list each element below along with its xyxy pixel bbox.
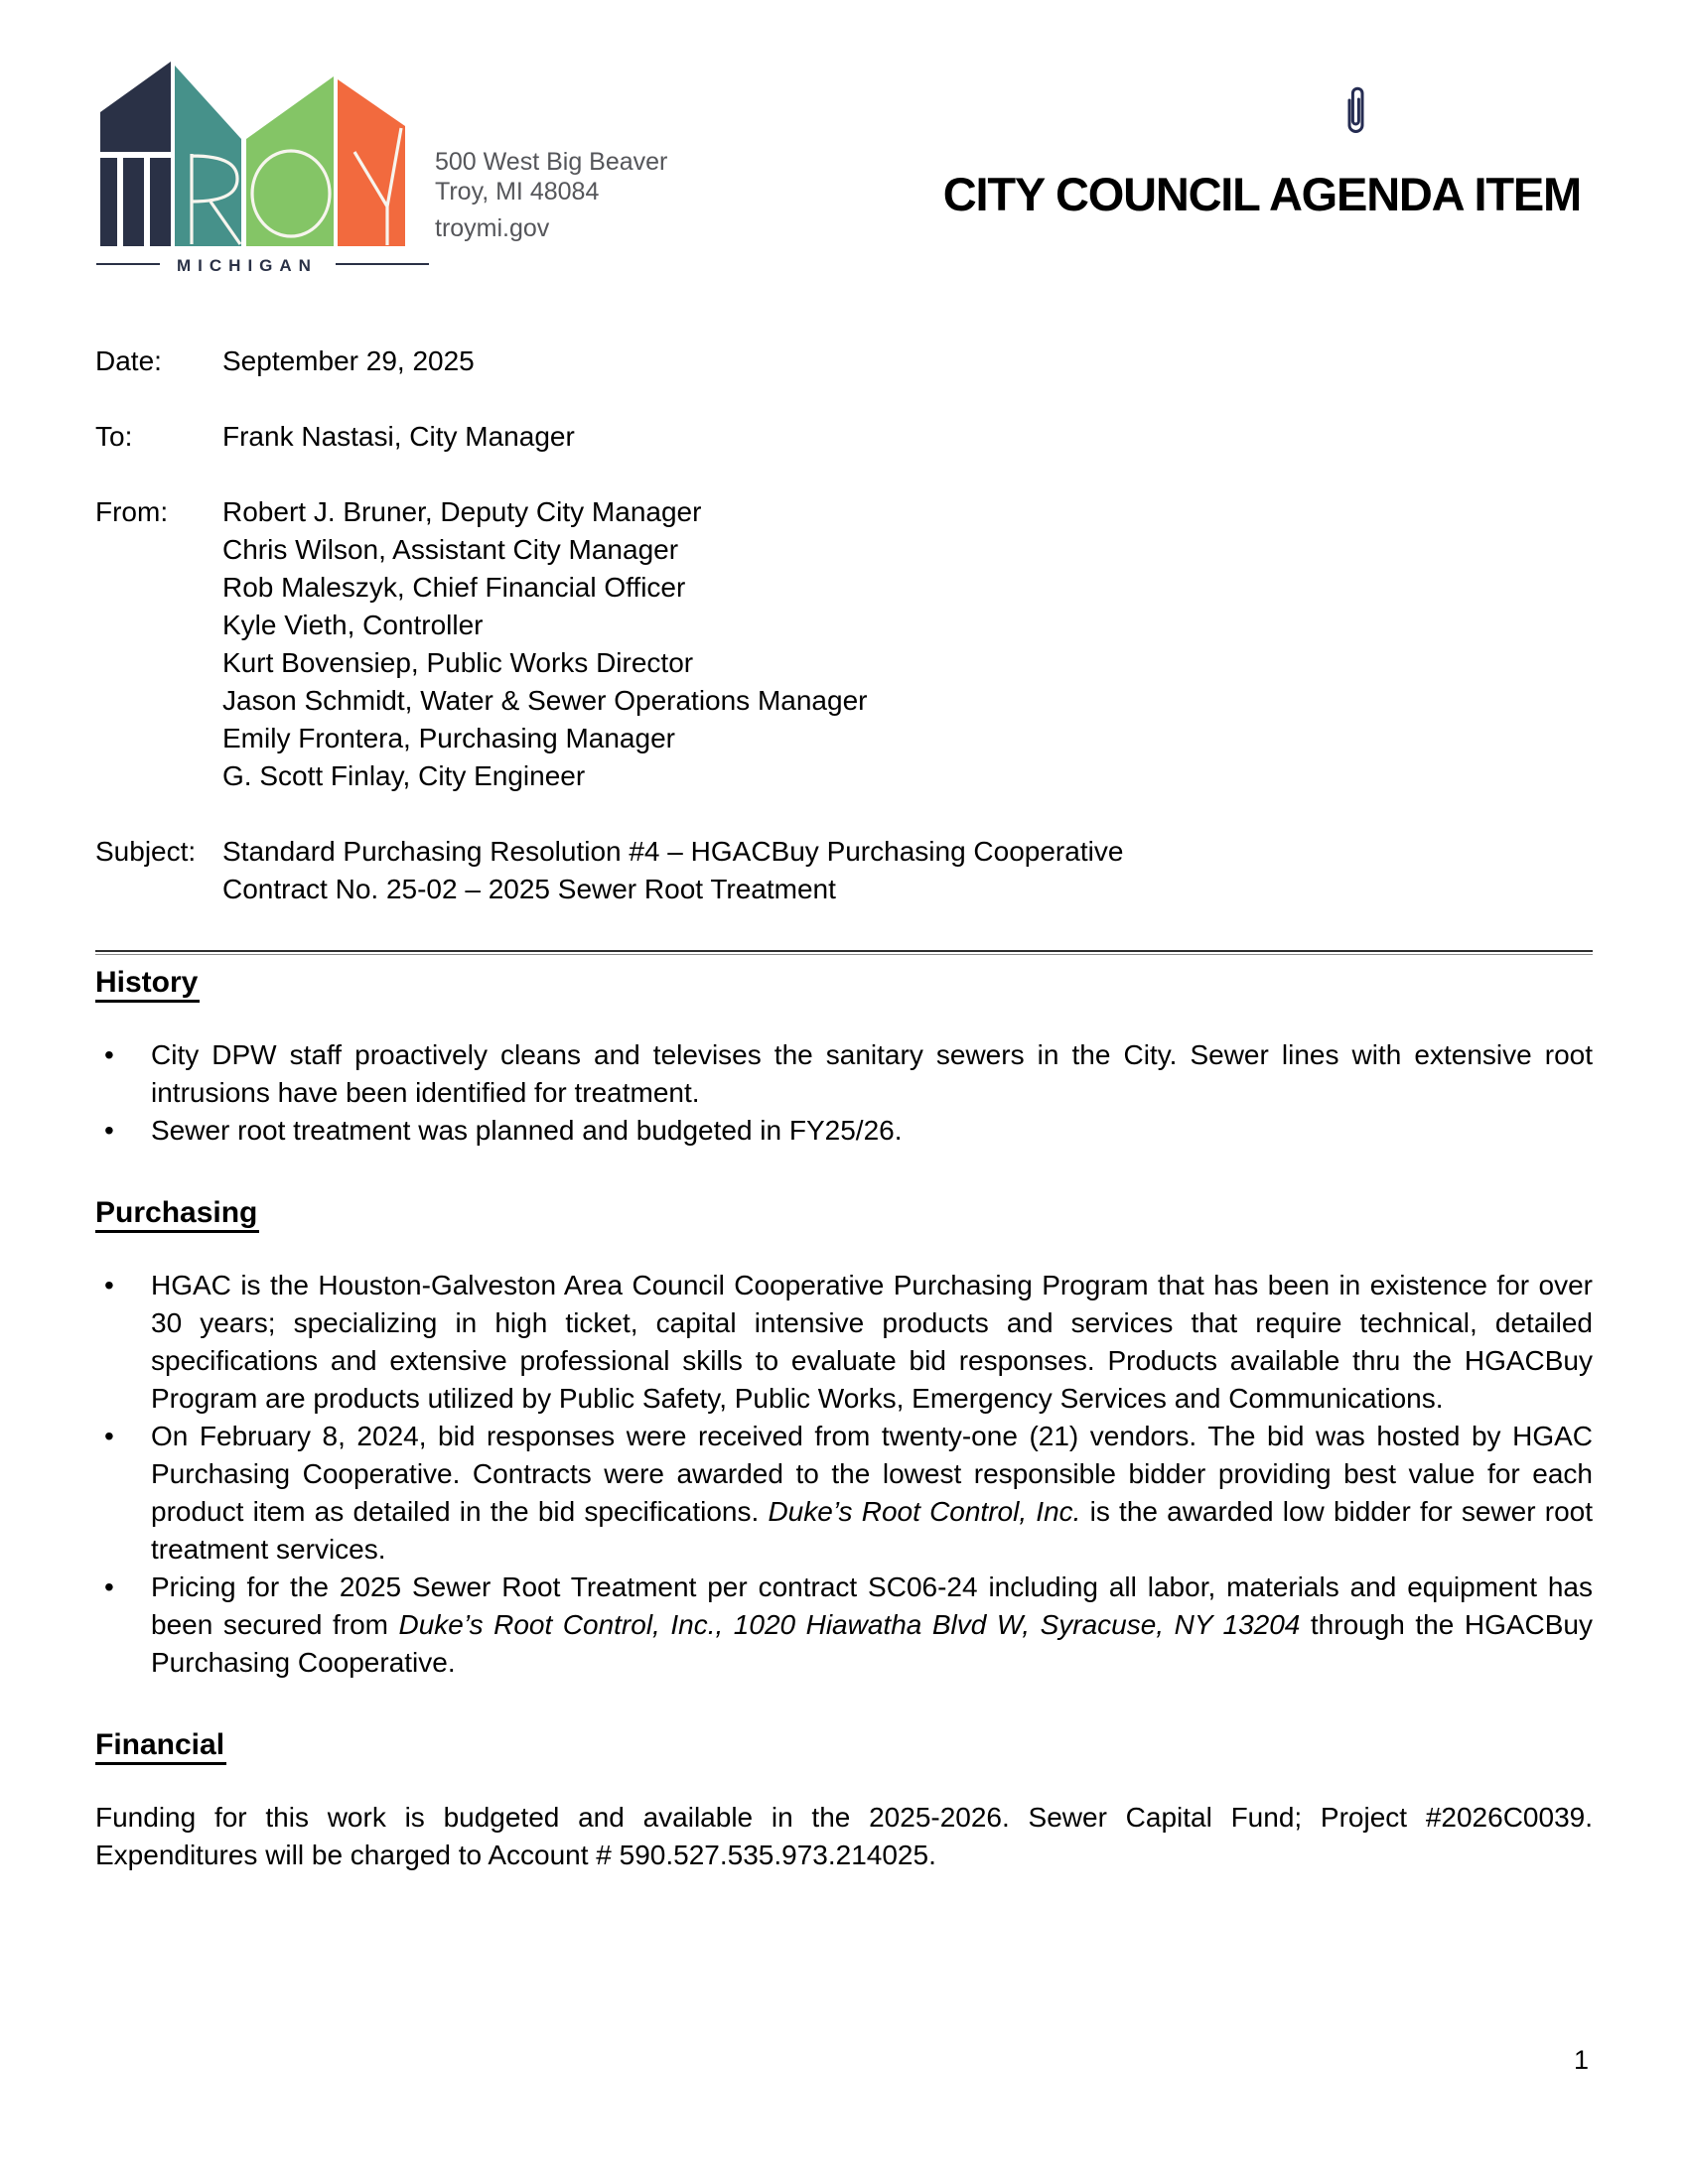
from-person-line: G. Scott Finlay, City Engineer — [222, 760, 586, 791]
section-purchasing — [95, 1193, 1593, 1682]
list-item — [95, 1418, 1593, 1569]
address-line-2: Troy, MI 48084 — [435, 178, 600, 205]
subject-label: Subject: — [95, 836, 197, 867]
to-value: Frank Nastasi, City Manager — [222, 421, 575, 452]
list-item — [95, 1036, 1593, 1112]
document-header — [0, 0, 1688, 342]
italic-text: Duke’s Root Control, Inc., 1020 Hiawatha Blvd W, Syracuse, NY 13204 — [398, 1609, 1301, 1640]
section-heading-text: History — [95, 966, 200, 1003]
page-title: CITY COUNCIL AGENDA ITEM — [942, 168, 1581, 220]
logo-letter-t — [100, 62, 171, 246]
text-run: is the awarded low bidder for sewer root treatment services. — [151, 1496, 1594, 1565]
date-label: Date: — [95, 345, 162, 376]
section-paragraph — [95, 1799, 1593, 1874]
subject-value — [222, 833, 1593, 908]
section-financial — [95, 1725, 1593, 1874]
section-heading-text: Purchasing — [95, 1196, 259, 1233]
text-run: On February 8, 2024, bid responses were received from twenty-one (21) vendors. The bid was hosted by HGAC Purchasing Cooperative. Contracts were awarded to the lowest responsible bidder providing best value for each product item as detailed in the bid specifications. — [151, 1421, 1593, 1527]
troy-michigan-logo — [94, 57, 432, 277]
from-person-line: Emily Frontera, Purchasing Manager — [222, 723, 675, 753]
from-value — [222, 493, 1593, 795]
logo-letter-y — [338, 79, 405, 246]
section-divider-rule — [95, 950, 1593, 955]
text-run: HGAC is the Houston-Galveston Area Council Cooperative Purchasing Program that has been in existence for over 30 years; specializing in high ticket, capital intensive products and services that require technical, detailed specifications and extensive professional skills to evaluate bid responses. Products available thru the HGACBuy Program are products utilized by Public Safety, Public Works, Emergency Services and Communications. — [151, 1270, 1593, 1414]
from-person-line: Chris Wilson, Assistant City Manager — [222, 534, 679, 565]
logo-letter-o — [246, 76, 334, 246]
list-item — [95, 1267, 1593, 1418]
from-person-line: Kyle Vieth, Controller — [222, 610, 484, 640]
date-value: September 29, 2025 — [222, 345, 475, 376]
memo-header-block — [95, 342, 1593, 908]
to-label: To: — [95, 421, 133, 452]
memo-row-from — [95, 493, 1593, 795]
section-heading-text: Financial — [95, 1728, 226, 1765]
paperclip-icon — [1343, 83, 1368, 137]
address-block — [435, 147, 667, 243]
logo-state-banner — [96, 256, 429, 275]
subject-line: Contract No. 25-02 – 2025 Sewer Root Treatment — [222, 874, 836, 904]
text-run: Pricing for the 2025 Sewer Root Treatment per contract SC06-24 including all labor, materials and equipment has been secured from — [151, 1571, 1593, 1640]
text-run: Sewer root treatment was planned and budgeted in FY25/26. — [151, 1115, 903, 1146]
from-person-line: Jason Schmidt, Water & Sewer Operations Manager — [222, 685, 868, 716]
subject-line: Standard Purchasing Resolution #4 – HGACBuy Purchasing Cooperative — [222, 836, 1124, 867]
text-run: through the HGACBuy Purchasing Cooperative. — [151, 1609, 1593, 1678]
memo-row-to — [95, 418, 1593, 456]
from-label: From: — [95, 496, 169, 527]
bullet-list — [95, 1036, 1593, 1150]
from-person-line: Robert J. Bruner, Deputy City Manager — [222, 496, 702, 527]
section-heading-purchasing — [95, 1193, 1593, 1233]
section-heading-financial — [95, 1725, 1593, 1765]
bullet-list — [95, 1267, 1593, 1682]
document-sections — [95, 963, 1593, 1874]
text-run: City DPW staff proactively cleans and televises the sanitary sewers in the City. Sewer lines with extensive root intrusions have been identified for treatment. — [151, 1039, 1593, 1108]
from-person-line: Kurt Bovensiep, Public Works Director — [222, 647, 694, 678]
italic-text: Duke’s Root Control, Inc. — [768, 1496, 1081, 1527]
list-item — [95, 1569, 1593, 1682]
address-line-3: troymi.gov — [435, 214, 550, 242]
memo-row-subject — [95, 833, 1593, 908]
memo-row-date — [95, 342, 1593, 380]
section-heading-history — [95, 963, 1593, 1003]
section-history — [95, 963, 1593, 1150]
text-run: Funding for this work is budgeted and available in the 2025-2026. Sewer Capital Fund; Project #2026C0039. Expenditures will be charged to Account # 590.527.535.973.214025. — [95, 1802, 1593, 1870]
from-person-line: Rob Maleszyk, Chief Financial Officer — [222, 572, 686, 603]
list-item — [95, 1112, 1593, 1150]
address-line-1: 500 West Big Beaver — [435, 148, 668, 176]
logo-letter-r — [175, 66, 241, 246]
page-number: 1 — [1573, 2045, 1589, 2075]
logo-state-text: MICHIGAN — [177, 256, 318, 275]
